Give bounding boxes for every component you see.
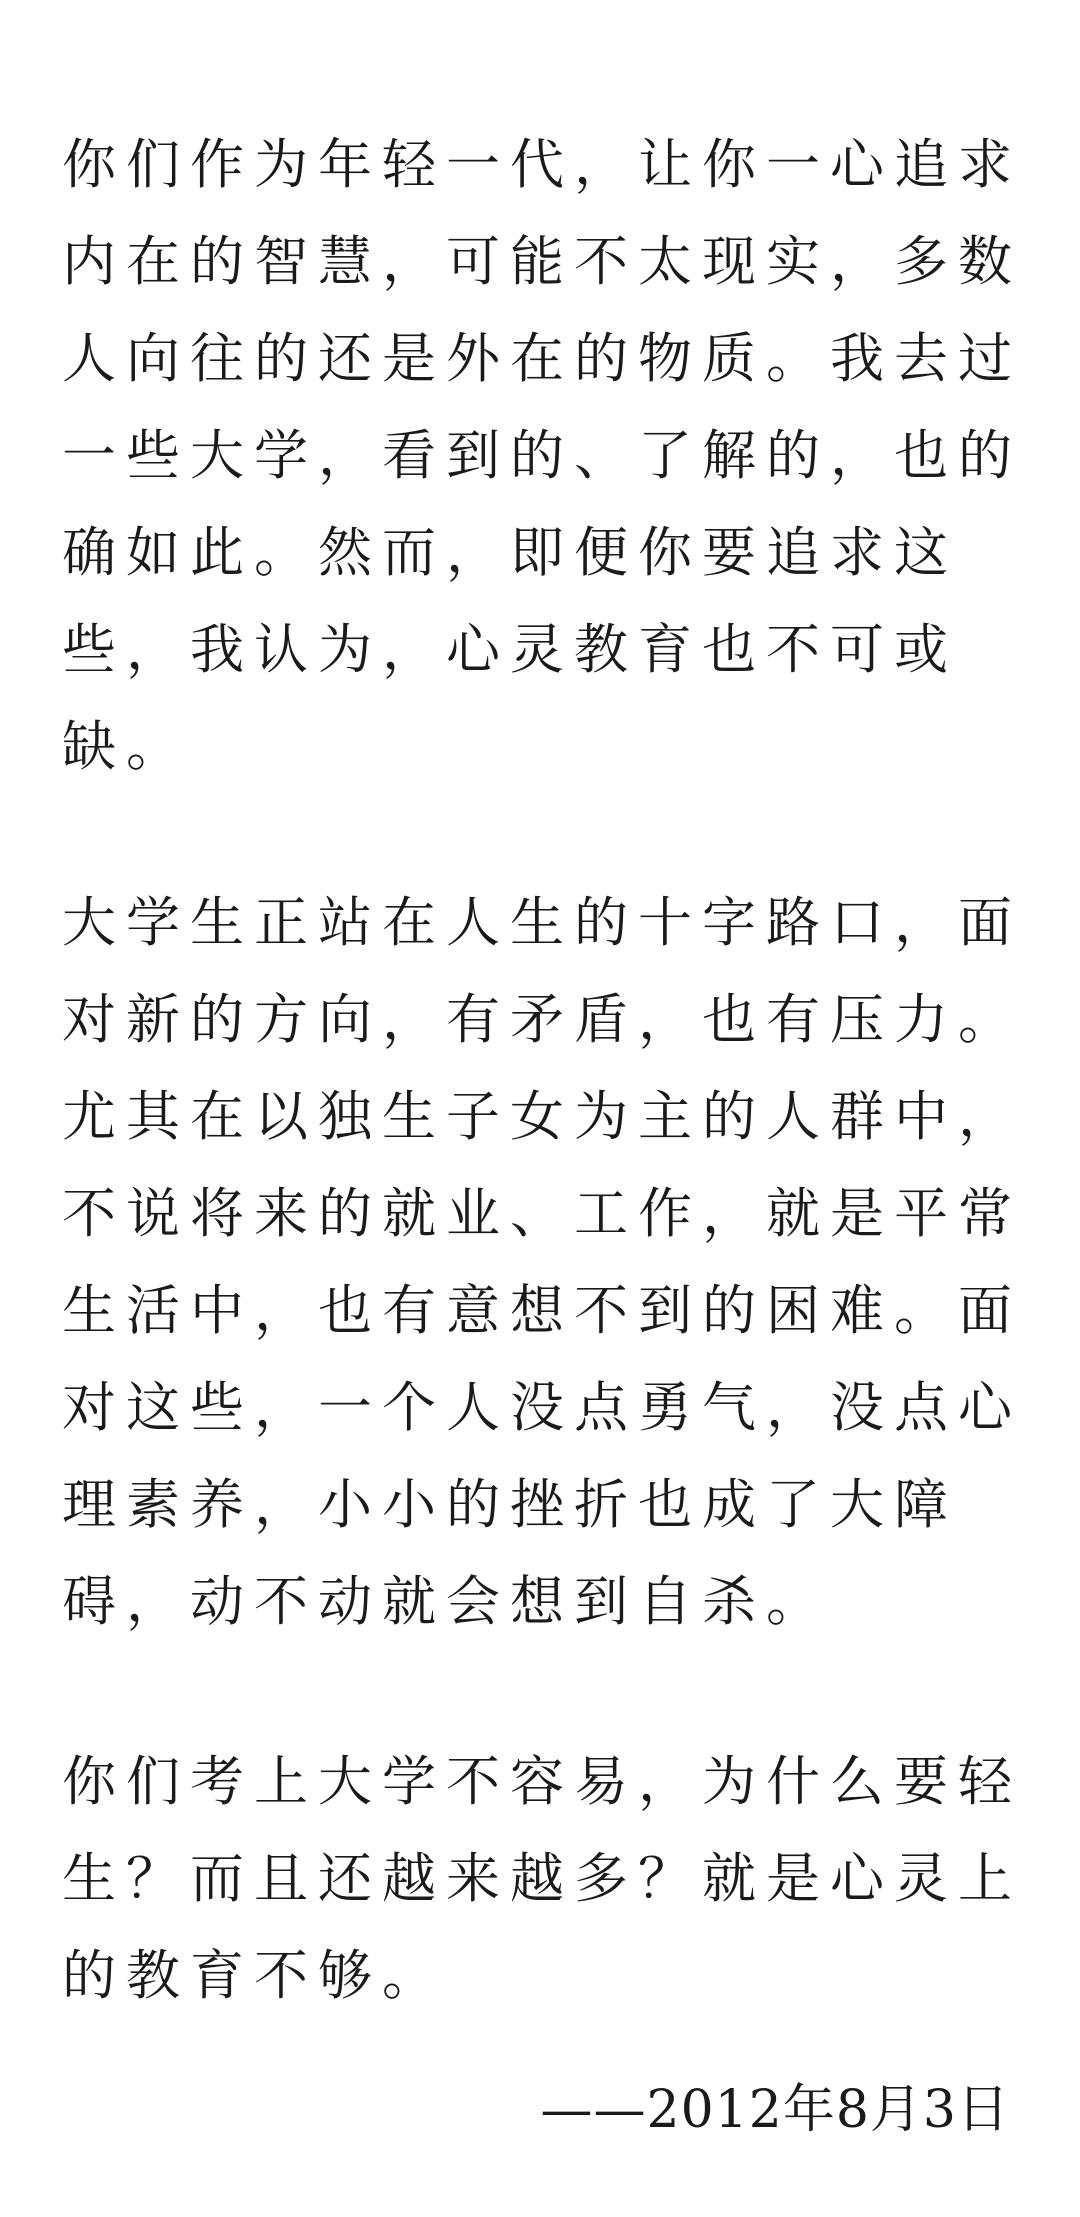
- text-line: 生？而且还越来越多？就是心灵上: [62, 1847, 1022, 1910]
- text-line: 对这些，一个人没点勇气，没点心: [62, 1376, 1022, 1439]
- paragraph-2: [62, 874, 1022, 1650]
- paragraph-3: [62, 1733, 1022, 2024]
- text-line: 碍，动不动就会想到自杀。: [62, 1570, 830, 1633]
- text-line: 对新的方向，有矛盾，也有压力。: [62, 988, 1022, 1051]
- paragraph-1: [62, 116, 1022, 795]
- date-signature: ——2012年8月3日: [540, 2080, 1010, 2140]
- text-line: 生活中，也有意想不到的困难。面: [62, 1279, 1022, 1342]
- text-line: 内在的智慧，可能不太现实，多数: [62, 230, 1022, 293]
- text-line: 你们考上大学不容易，为什么要轻: [62, 1750, 1022, 1813]
- text-line: 你们作为年轻一代，让你一心追求: [62, 133, 1022, 196]
- text-line: 大学生正站在人生的十字路口，面: [62, 891, 1022, 954]
- text-line: 不说将来的就业、工作，就是平常: [62, 1182, 1022, 1245]
- text-line: 人向往的还是外在的物质。我去过: [62, 327, 1022, 390]
- text-line: 些，我认为，心灵教育也不可或: [62, 618, 958, 681]
- text-line: 一些大学，看到的、了解的，也的: [62, 424, 1022, 487]
- text-line: 缺。: [62, 715, 190, 778]
- text-line: 理素养，小小的挫折也成了大障: [62, 1473, 958, 1536]
- text-line: 尤其在以独生子女为主的人群中，: [62, 1085, 1022, 1148]
- text-line: 的教育不够。: [62, 1944, 446, 2007]
- text-line: 确如此。然而，即便你要追求这: [62, 521, 958, 584]
